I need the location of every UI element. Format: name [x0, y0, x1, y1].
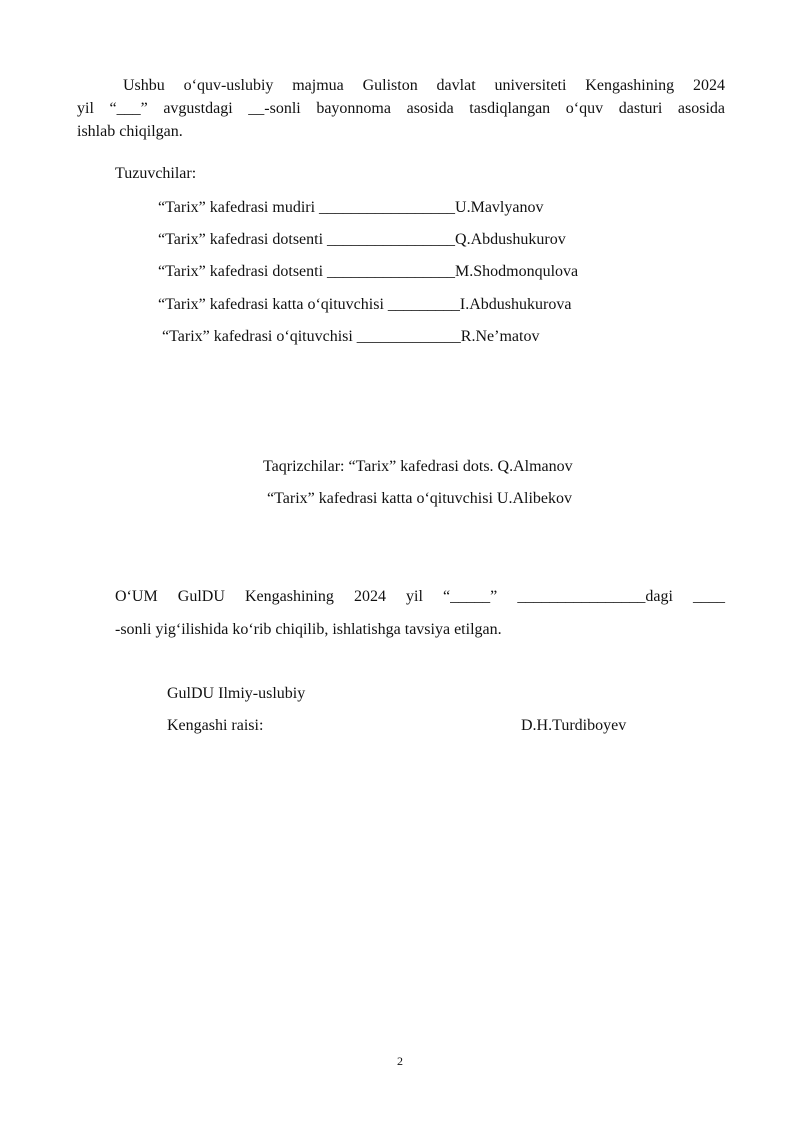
author-line: “Tarix” kafedrasi katta o‘qituvchisi _________I.Abdushukurova [158, 296, 572, 313]
author-line: “Tarix” kafedrasi mudiri _________________U.Mavlyanov [158, 199, 544, 216]
signature-council-title: GulDU Ilmiy-uslubiy [167, 685, 306, 702]
recommendation-line-1: O‘UM GulDU Kengashining 2024 yil “_____” ________________dagi ____ [115, 588, 725, 605]
intro-line-1: Ushbu o‘quv-uslubiy majmua Guliston davlat universiteti Kengashining 2024 [123, 77, 725, 94]
author-line: “Tarix” kafedrasi dotsenti ________________Q.Abdushukurov [158, 231, 566, 248]
author-line: “Tarix” kafedrasi o‘qituvchisi _____________R.Ne’matov [162, 328, 540, 345]
intro-line-2: yil “___” avgustdagi __-sonli bayonnoma asosida tasdiqlangan o‘quv dasturi asosida [77, 100, 725, 117]
author-line: “Tarix” kafedrasi dotsenti ________________M.Shodmonqulova [158, 263, 579, 280]
authors-heading: Tuzuvchilar: [115, 165, 197, 182]
reviewers-line-2: “Tarix” kafedrasi katta o‘qituvchisi U.Alibekov [267, 490, 572, 507]
signature-name: D.H.Turdiboyev [521, 717, 627, 734]
signature-role: Kengashi raisi: [167, 717, 264, 734]
recommendation-line-2: -sonli yig‘ilishida ko‘rib chiqilib, ishlatishga tavsiya etilgan. [115, 621, 502, 638]
reviewers-line-1: Taqrizchilar: “Tarix” kafedrasi dots. Q.Almanov [263, 458, 573, 475]
page-number: 2 [397, 1054, 403, 1068]
intro-line-3: ishlab chiqilgan. [77, 123, 183, 140]
